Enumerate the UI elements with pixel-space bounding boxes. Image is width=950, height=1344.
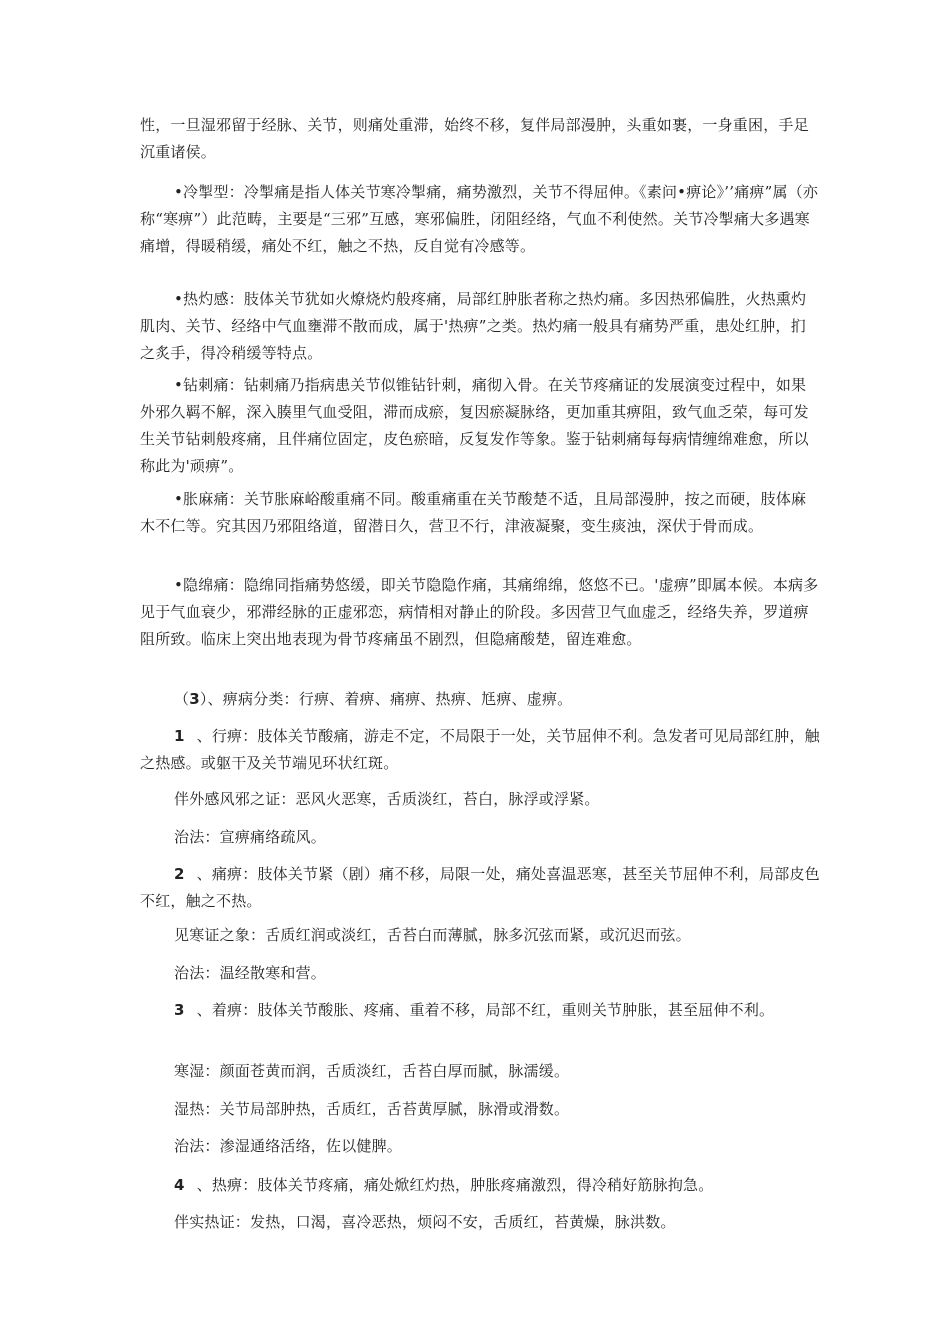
paragraph-damp-heat: 湿热：关节局部肿热，舌质红，舌苔黄厚腻，脉滑或滑数。 xyxy=(174,1100,570,1118)
section-number: 3 xyxy=(189,690,200,708)
heat-bi-text: 、热痹：肢体关节疼痛，痛处焮红灼热，肿胀疼痛激烈，得冷稍好筋脉拘急。 xyxy=(196,1176,714,1194)
paragraph-cold-damp: 寒湿：颜面苍黄而润，舌质淡红，舌苔白厚而腻，脉濡缓。 xyxy=(174,1062,570,1080)
paragraph-dull-pain: •隐绵痛：隐绵同指痛势悠缓，即关节隐隐作痛，其痛绵绵，悠悠不已。'虚痹”即属本候。本病多见于气血衰少，邪滞经脉的正虚邪恋，病情相对静止的阶段。多因营卫气血虚乏，经络失养，罗道痹阻所致。临床上突出地表现为骨节疼痛虽不剧烈，但隐痛酸楚，留连难愈。 xyxy=(140,576,819,648)
paragraph-wind-syndrome: 伴外感风邪之证：恶风火恶寒，舌质淡红，苔白，脉浮或浮紧。 xyxy=(174,790,600,808)
paragraph-cold-pulling-pain: •冷掣型：冷掣痛是指人体关节寒冷掣痛，痛势激烈，关节不得屈伸。《素问•痹论》’’痛痹”属（亦称“寒痹”）此范畴，主要是“三邪”互感，寒邪偏胜，闭阻经络，气血不利使然。关节冷掣痛大多遇寒痛增，得暖稍缓，痛处不红，触之不热，反自觉有冷感等。 xyxy=(140,183,819,255)
paragraph-wandering-bi xyxy=(140,723,820,777)
paragraph-heat-bi xyxy=(140,1172,820,1199)
paragraph-treatment-1: 治法：宣痹痛络疏风。 xyxy=(174,828,327,846)
fixed-bi-text: 、着痹：肢体关节酸胀、疼痛、重着不移，局部不红，重则关节肿胀，甚至屈伸不利。 xyxy=(196,1001,775,1019)
item-number-3: 3 xyxy=(174,1001,185,1019)
item-number-1: 1 xyxy=(174,727,185,745)
paragraph-excess-heat: 伴实热证：发热，口渴，喜冷恶热，烦闷不安，舌质红，苔黄燥，脉洪数。 xyxy=(174,1213,676,1231)
item-number-2: 2 xyxy=(174,865,185,883)
paragraph-hot-burning-pain: •热灼感：肢体关节犹如火燎烧灼般疼痛，局部红肿胀者称之热灼痛。多因热邪偏胜，火热熏灼肌肉、关节、经络中气血壅滞不散而成，属于'热痹”之类。热灼痛一般具有痛势严重，患处红肿，扪之炙手，得冷稍缓等特点。 xyxy=(140,290,807,362)
paragraph-distending-numb-pain: •胀麻痛：关节胀麻峪酸重痛不同。酸重痛重在关节酸楚不适，且局部漫肿，按之而硬，肢体麻木不仁等。究其因乃邪阻络道，留潜日久，营卫不行，津液凝聚，变生痰浊，深伏于骨而成。 xyxy=(140,490,807,535)
paren-open: （ xyxy=(174,690,190,708)
paragraph-painful-bi xyxy=(140,861,820,915)
paragraph-treatment-3: 治法：渗湿通络活络，佐以健脾。 xyxy=(174,1137,403,1155)
paragraph-drilling-pain: •钻刺痛：钻刺痛乃指病患关节似锥钻针刺，痛彻入骨。在关节疼痛证的发展演变过程中，如果外邪久羁不解，深入腠里气血受阻，滞而成瘀，复因瘀凝脉络，更加重其痹阻，致气血乏荣，每可发生关节钻刺般疼痛，且伴痛位固定，皮色瘀暗，反复发作等象。鉴于钻刺痛每每病情缠绵难愈，所以称此为'顽痹”。 xyxy=(140,376,809,475)
paragraph-cold-syndrome: 见寒证之象：舌质红润或淡红，舌苔白而薄腻，脉多沉弦而紧，或沉迟而弦。 xyxy=(174,926,691,944)
classification-text: ）、痹病分类：行痹、着痹、痛痹、热痹、尪痹、虚痹。 xyxy=(199,690,573,708)
paragraph-bi-classification xyxy=(140,686,820,713)
painful-bi-text: 、痛痹：肢体关节紧（剧）痛不移，局限一处，痛处喜温恶寒，甚至关节屈伸不利，局部皮色不红，触之不热。 xyxy=(140,865,820,910)
paragraph-treatment-2: 治法：温经散寒和营。 xyxy=(174,964,327,982)
paragraph-damp-continuation: 性，一旦湿邪留于经脉、关节，则痛处重滞，始终不移，复伴局部漫肿，头重如裹，一身重困，手足沉重诸侯。 xyxy=(140,116,809,161)
paragraph-fixed-bi xyxy=(140,997,820,1024)
wandering-bi-text: 、行痹：肢体关节酸痛，游走不定，不局限于一处，关节屈伸不利。急发者可见局部红肿，触之热感。或躯干及关节端见环状红斑。 xyxy=(140,727,820,772)
item-number-4: 4 xyxy=(174,1176,185,1194)
